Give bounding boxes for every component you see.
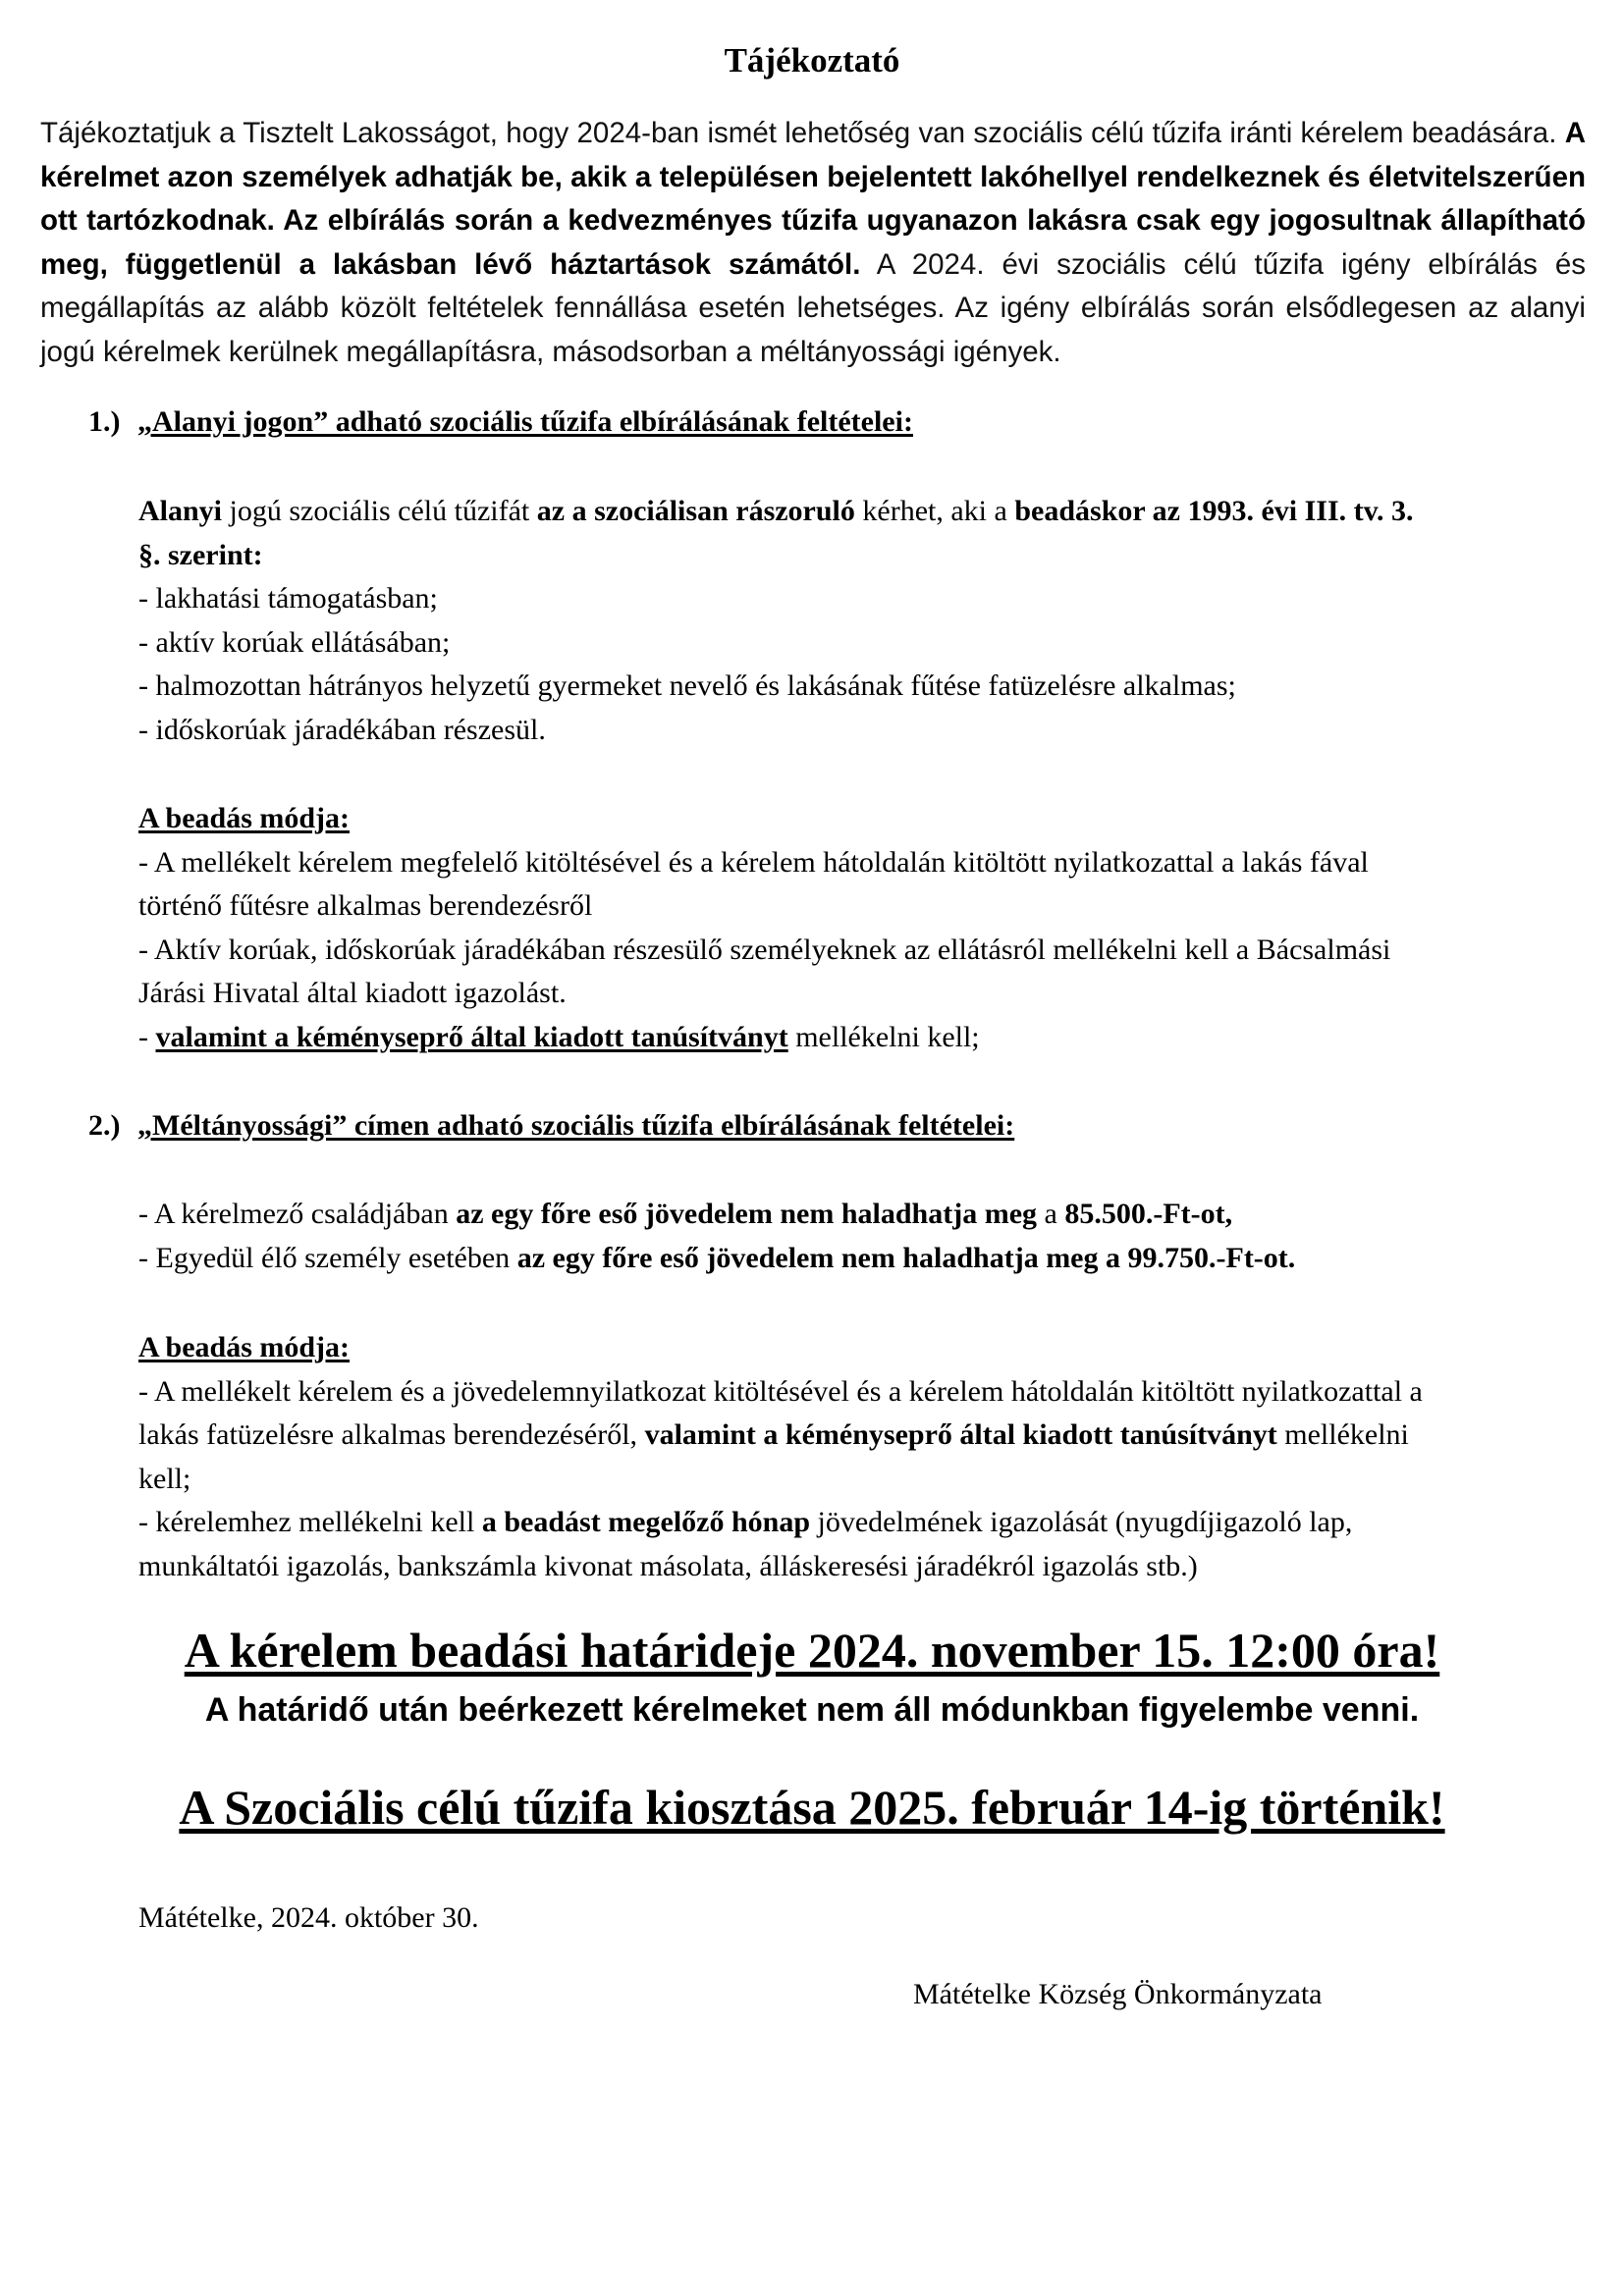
signature: Mátételke Község Önkormányzata xyxy=(913,1978,1323,2010)
section1-mode-line: - Aktív korúak, időskorúak járadékában részesülő személyeknek az ellátásról mellékelni kell a Bácsalmási xyxy=(138,933,1391,966)
section1-heading xyxy=(88,400,1561,444)
section2-submission xyxy=(138,1326,1586,1588)
section2-mode-line: munkáltatói igazolás, bankszámla kivonat másolata, álláskeresési járadékról igazolás stb.) xyxy=(138,1549,1198,1582)
section2-heading xyxy=(88,1104,1561,1148)
section2-conditions xyxy=(138,1193,1586,1280)
intro-paragraph xyxy=(40,112,1586,374)
distribution-headline: A Szociális célú tűzifa kiosztása 2025. február 14-ig történik! xyxy=(179,1780,1445,1835)
list-item: - aktív korúak ellátásában; xyxy=(138,625,451,659)
document-date: Mátételke, 2024. október 30. xyxy=(138,1901,479,1934)
section2-mode-line: kell; xyxy=(138,1462,191,1495)
intro-text-2: A 2024. évi szociális célú tűzifa igény elbírálás és megállapítás az alább közölt feltételek fennállása esetén lehetséges. Az igény elbírálás során elsődlegesen az alanyi jogú kérelmek kerülnek megállapításra, másodsorban a méltányossági igények. xyxy=(40,247,1586,368)
section2-condition-single: - Egyedül élő személy esetében az egy főre eső jövedelem nem haladhatja meg a 99.750.-Ft-ot. xyxy=(138,1241,1296,1274)
deadline-note: A határidő után beérkezett kérelmeket nem áll módunkban figyelembe venni. xyxy=(204,1691,1420,1729)
section2-mode-heading: A beadás módja: xyxy=(138,1331,351,1363)
section1-mode-line: történő fűtésre alkalmas berendezésről xyxy=(138,889,593,922)
section2-mode-line: lakás fatüzelésre alkalmas berendezéséről, valamint a kéményseprő által kiadott tanúsítványt mellékelni xyxy=(138,1418,1409,1451)
section1-mode-line: - A mellékelt kérelem megfelelő kitöltésével és a kérelem hátoldalán kitöltött nyilatkozattal a lakás fával xyxy=(138,845,1369,879)
section1-eligibility-line1: Alanyi jogú szociális célú tűzifát az a szociálisan rászoruló kérhet, aki a beadáskor az 1993. évi III. tv. 3. xyxy=(138,495,1414,527)
list-item: - lakhatási támogatásban; xyxy=(138,582,438,614)
section2-condition-family: - A kérelmező családjában az egy főre eső jövedelem nem haladhatja meg a 85.500.-Ft-ot, xyxy=(138,1198,1233,1230)
section2-mode-line: - kérelemhez mellékelni kell a beadást megelőző hónap jövedelmének igazolását (nyugdíjigazoló lap, xyxy=(138,1506,1353,1538)
document-title: Tájékoztató xyxy=(724,41,900,80)
list-item: - időskorúak járadékában részesül. xyxy=(138,713,546,746)
section1-mode-heading: A beadás módja: xyxy=(138,802,351,834)
section2-number: 2.) xyxy=(88,1109,121,1142)
list-item: - halmozottan hátrányos helyzetű gyermeket nevelő és lakásának fűtése fatüzelésre alkalmas; xyxy=(138,669,1236,702)
section1-submission xyxy=(138,797,1586,1059)
section1-number: 1.) xyxy=(88,405,121,438)
section2-title: „Méltányossági” címen adható szociális tűzifa elbírálásának feltételei: xyxy=(137,1109,1015,1142)
section1-title: „Alanyi jogon” adható szociális tűzifa elbírálásának feltételei: xyxy=(137,405,913,438)
deadline-headline: A kérelem beadási határideje 2024. november 15. 12:00 óra! xyxy=(184,1623,1440,1678)
section1-eligibility-line2: §. szerint: xyxy=(138,538,263,571)
intro-text-bold: A kérelmet azon személyek adhatják be, akik a településen bejelentett lakóhellyel rendelkeznek és életvitelszerűen ott tartózkodnak. Az elbírálás során a kedvezményes tűzifa ugyanazon lakásra csak egy jogosultnak állapítható meg, függetlenül a lakásban lévő háztartások számától. xyxy=(40,117,1586,281)
intro-text-1: Tájékoztatjuk a Tisztelt Lakosságot, hogy 2024-ban ismét lehetőség van szociális célú tűzifa iránti kérelem beadására. xyxy=(40,117,1565,149)
section1-mode-line: - valamint a kéményseprő által kiadott tanúsítványt mellékelni kell; xyxy=(138,1020,980,1053)
section1-mode-line: Járási Hivatal által kiadott igazolást. xyxy=(138,977,567,1009)
section2-mode-line: - A mellékelt kérelem és a jövedelemnyilatkozat kitöltésével és a kérelem hátoldalán kitöltött nyilatkozattal a xyxy=(138,1374,1423,1408)
section1-eligibility xyxy=(138,490,1586,752)
